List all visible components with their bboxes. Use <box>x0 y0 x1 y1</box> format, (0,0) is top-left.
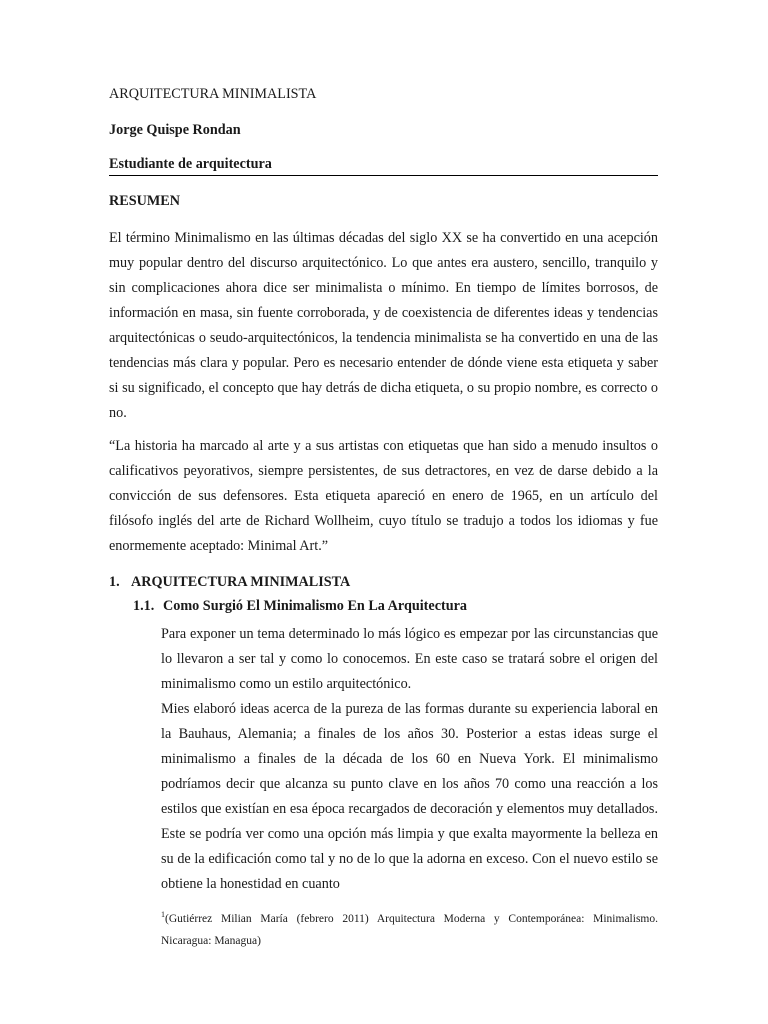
footnote-marker: 1 <box>161 910 165 920</box>
document-title: ARQUITECTURA MINIMALISTA <box>109 86 317 102</box>
body-paragraph-2: Mies elaboró ideas acerca de la pureza de las formas durante su experiencia laboral en la Bauhaus, Alemania; a finales de los años 30. Posterior a estas ideas surge el minimalismo a finales de la década de los 60 en Nueva York. El minimalismo podríamos decir que alcanza su punto clave en los años 70 como una reacción a los estilos que existían en esa época recargados de decoración y elementos muy detallados. Este se podría ver como una opción más limpia y que exalta mayormente la belleza en su de la edificación como tal y no de lo que la adorna en exceso. Con el nuevo estilo se obtiene la honestidad en cuanto <box>161 701 658 892</box>
section-1-title: ARQUITECTURA MINIMALISTA <box>131 574 351 590</box>
subsection-title: Como Surgió El Minimalismo En La Arquitectura <box>163 598 467 614</box>
header-divider <box>109 175 658 176</box>
footnote <box>161 908 658 952</box>
section-1-heading <box>109 574 658 591</box>
author-role: Estudiante de arquitectura <box>109 156 272 172</box>
abstract-paragraph-2: “La historia ha marcado al arte y a sus artistas con etiquetas que han sido a menudo insultos o calificativos peyorativos, siempre persistentes, de sus detractores, en vez de darse debido a la convicción de sus defensores. Esta etiqueta apareció en enero de 1965, en un artículo del filósofo inglés del arte de Richard Wollheim, cuyo título se tradujo a todos los idiomas y fue enormemente aceptado: Minimal Art.” <box>109 438 658 554</box>
abstract-paragraph-1: El término Minimalismo en las últimas décadas del siglo XX se ha convertido en una acepción muy popular dentro del discurso arquitectónico. Lo que antes era austero, sencillo, tranquilo y sin complicaciones ahora dice ser minimalista o mínimo. En tiempo de límites borrosos, de información en masa, sin fuente corroborada, y de coexistencia de diferentes ideas y tendencias arquitectónicas o seudo-arquitectónicos, la tendencia minimalista se ha convertido en una de las tendencias más clara y popular. Pero es necesario entender de dónde viene esta etiqueta y saber si su significado, el concepto que hay detrás de dicha etiqueta, o su propio nombre, es correcto o no. <box>109 230 658 421</box>
body-paragraph-1: Para exponer un tema determinado lo más lógico es empezar por las circunstancias que lo llevaron a ser tal y como lo conocemos. En este caso se tratará sobre el origen del minimalismo como un estilo arquitectónico. <box>161 626 658 692</box>
author-name: Jorge Quispe Rondan <box>109 122 241 138</box>
footnote-text: (Gutiérrez Milian María (febrero 2011) Arquitectura Moderna y Contemporánea: Minimalismo. Nicaragua: Managua) <box>161 913 658 947</box>
subsection-number: 1.1. <box>133 598 155 614</box>
abstract-heading: RESUMEN <box>109 193 180 209</box>
subsection-1-1-heading <box>133 598 658 615</box>
section-1-number: 1. <box>109 574 120 590</box>
